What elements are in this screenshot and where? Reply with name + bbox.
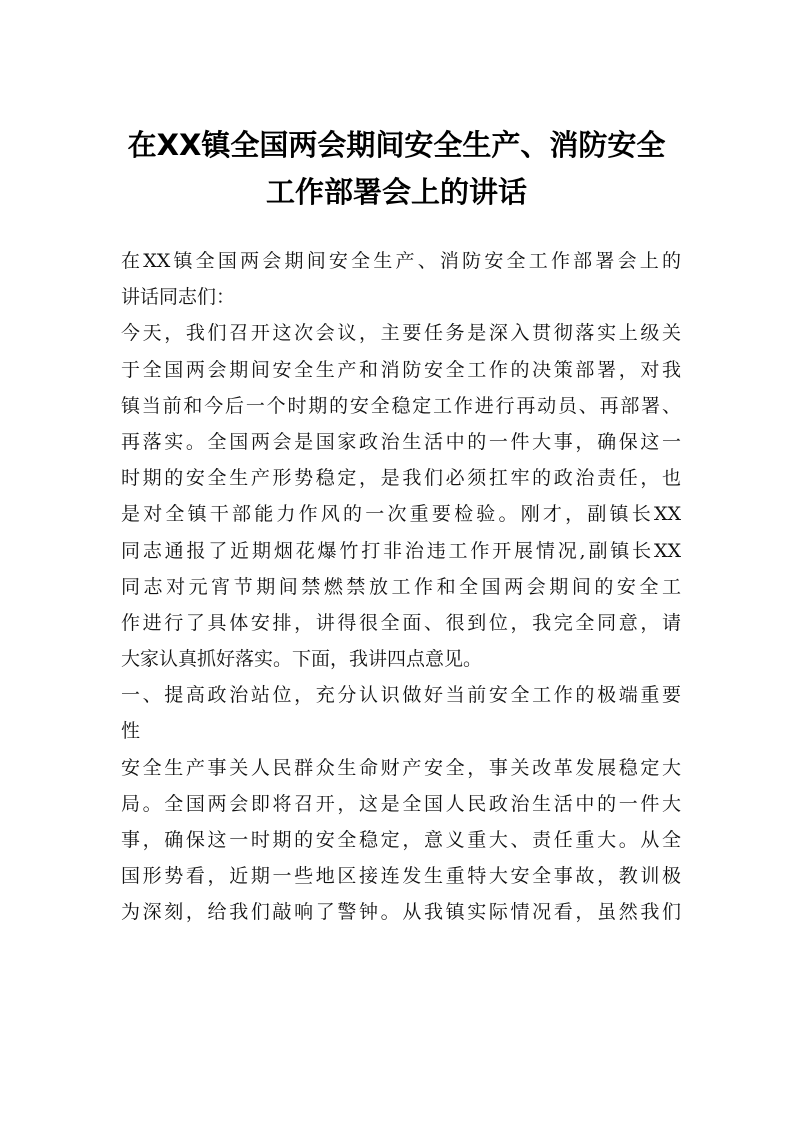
body-line: 同志通报了近期烟花爆竹打非治违工作开展情况,副镇长XX — [121, 539, 681, 562]
body-line: 再落实。全国两会是国家政治生活中的一件大事，确保这一 — [121, 430, 681, 453]
body-line: 于全国两会期间安全生产和消防安全工作的决策部署，对我 — [121, 358, 681, 381]
body-line: 为深刻，给我们敲响了警钟。从我镇实际情况看，虽然我们 — [121, 901, 681, 924]
body-line: 国形势看，近期一些地区接连发生重特大安全事故，教训极 — [121, 865, 681, 888]
body-line: 一、提高政治站位，充分认识做好当前安全工作的极端重要 — [121, 684, 681, 707]
body-line: 同志对元宵节期间禁燃禁放工作和全国两会期间的安全工 — [121, 575, 681, 598]
document-title-line-2: 工作部署会上的讲话 — [265, 175, 527, 209]
body-line: 时期的安全生产形势稳定，是我们必须扛牢的政治责任，也 — [121, 467, 681, 490]
body-line: 性 — [121, 720, 141, 743]
body-line: 是对全镇干部能力作风的一次重要检验。刚才，副镇长XX — [121, 503, 681, 526]
body-line: 大家认真抓好落实。下面，我讲四点意见。 — [121, 648, 483, 671]
body-line: 事，确保这一时期的安全稳定，意义重大、责任重大。从全 — [121, 829, 681, 851]
body-line: 在XX镇全国两会期间安全生产、消防安全工作部署会上的 — [121, 250, 681, 272]
body-line: 作进行了具体安排，讲得很全面、很到位，我完全同意，请 — [121, 611, 681, 634]
body-line: 讲话同志们： — [121, 286, 236, 309]
body-line: 镇当前和今后一个时期的安全稳定工作进行再动员、再部署、 — [121, 394, 681, 417]
document-title-line-1: 在XX镇全国两会期间安全生产、消防安全 — [127, 128, 666, 162]
document-body — [121, 243, 681, 931]
body-line: 今天，我们召开这次会议，主要任务是深入贯彻落实上级关 — [121, 322, 681, 345]
body-line: 安全生产事关人民群众生命财产安全，事关改革发展稳定大 — [121, 756, 681, 779]
body-line: 局。全国两会即将召开，这是全国人民政治生活中的一件大 — [121, 792, 681, 815]
